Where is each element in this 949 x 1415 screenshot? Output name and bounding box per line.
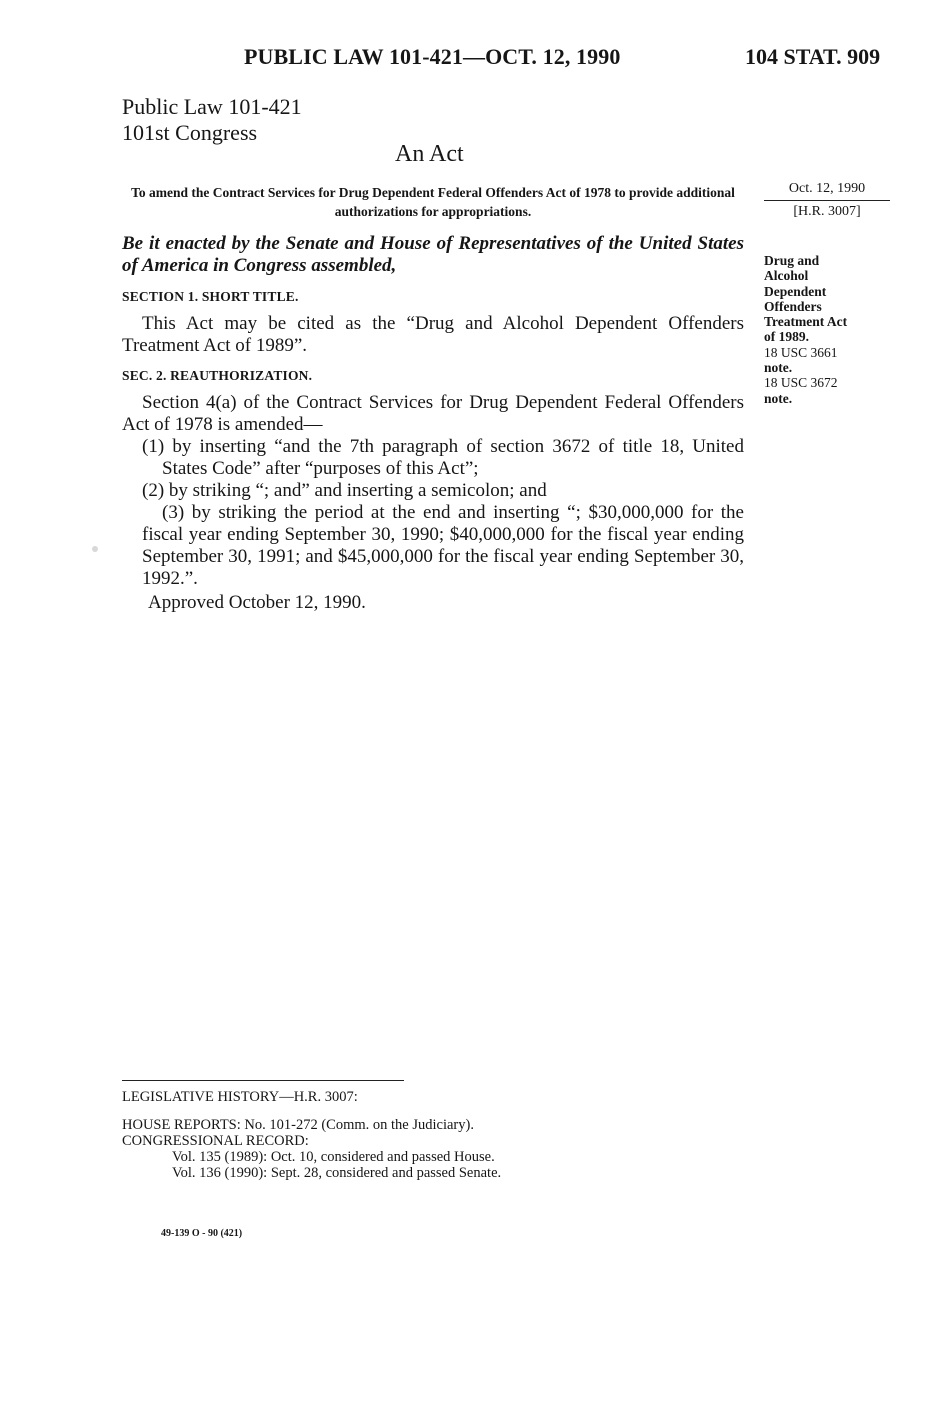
act-heading: An Act xyxy=(395,141,464,167)
scan-speck xyxy=(92,546,98,552)
usc-citation-3661: 18 USC 3661 xyxy=(764,344,838,360)
approval-date: Approved October 12, 1990. xyxy=(148,592,366,613)
usc-citation-note: note. xyxy=(764,390,793,406)
legislative-history-title: LEGISLATIVE HISTORY—H.R. 3007: xyxy=(122,1089,358,1105)
section-1-heading: SECTION 1. SHORT TITLE. xyxy=(122,289,299,304)
legislative-history xyxy=(122,1117,501,1181)
law-identification xyxy=(122,94,302,146)
short-title-note-line: Dependent xyxy=(764,283,827,299)
section-1-text: This Act may be cited as the “Drug and Alcohol Dependent Offenders Treatment Act of 1989”. xyxy=(122,313,744,356)
usc-citation-note: note. xyxy=(764,360,793,376)
congress-number: 101st Congress xyxy=(122,120,258,145)
record-volume-136: Vol. 136 (1990): Sept. 28, considered and passed Senate. xyxy=(172,1165,502,1181)
purpose-statement: To amend the Contract Services for Drug Dependent Federal Offenders Act of 1978 to provide additional authorizations for appropriations. xyxy=(131,185,735,219)
margin-notes xyxy=(764,253,892,406)
short-title-note-line: of 1989. xyxy=(764,329,809,345)
footnote-divider xyxy=(122,1080,404,1081)
congressional-record-heading: CONGRESSIONAL RECORD: xyxy=(122,1133,309,1149)
amendment-paragraph-1: (1) by inserting “and the 7th paragraph of section 3672 of title 18, United States Code” after “purposes of this Act”; xyxy=(142,436,744,479)
record-volume-135: Vol. 135 (1989): Oct. 10, considered and passed House. xyxy=(172,1149,495,1165)
running-head: PUBLIC LAW 101-421—OCT. 12, 1990 xyxy=(244,44,621,69)
section-2-text: Section 4(a) of the Contract Services for Drug Dependent Federal Offenders Act of 1978 is amended— xyxy=(122,392,744,435)
enactment-date-note xyxy=(764,178,890,222)
enactment-date: Oct. 12, 1990 xyxy=(764,178,890,201)
public-law-number: Public Law 101-421 xyxy=(122,94,302,119)
short-title-note-line: Drug and xyxy=(764,253,820,268)
print-code: 49-139 O - 90 (421) xyxy=(161,1228,243,1239)
short-title-note-line: Offenders xyxy=(764,298,822,314)
usc-citation-3672: 18 USC 3672 xyxy=(764,375,838,391)
enacting-clause: Be it enacted by the Senate and House of Representatives of the United States of America in Congress assembled, xyxy=(122,233,744,276)
amendment-paragraph-3: (3) by striking the period at the end and inserting “; $30,000,000 for the fiscal year ending September 30, 1990; $40,000,000 for the fiscal year ending September 30, 1991; and $45,000,000 for the fiscal year ending September 30, 1992.”. xyxy=(142,502,744,589)
section-2-heading: SEC. 2. REAUTHORIZATION. xyxy=(122,368,313,383)
section-2-body xyxy=(122,392,744,590)
section-1-body xyxy=(122,313,744,357)
bill-number: [H.R. 3007] xyxy=(793,204,861,219)
short-title-note-line: Alcohol xyxy=(764,268,809,284)
amendment-paragraph-2: (2) by striking “; and” and inserting a semicolon; and xyxy=(142,480,547,501)
house-reports: HOUSE REPORTS: No. 101-272 (Comm. on the Judiciary). xyxy=(122,1117,474,1133)
short-title-note-line: Treatment Act xyxy=(764,314,848,330)
statute-page-number: 104 STAT. 909 xyxy=(745,44,881,69)
